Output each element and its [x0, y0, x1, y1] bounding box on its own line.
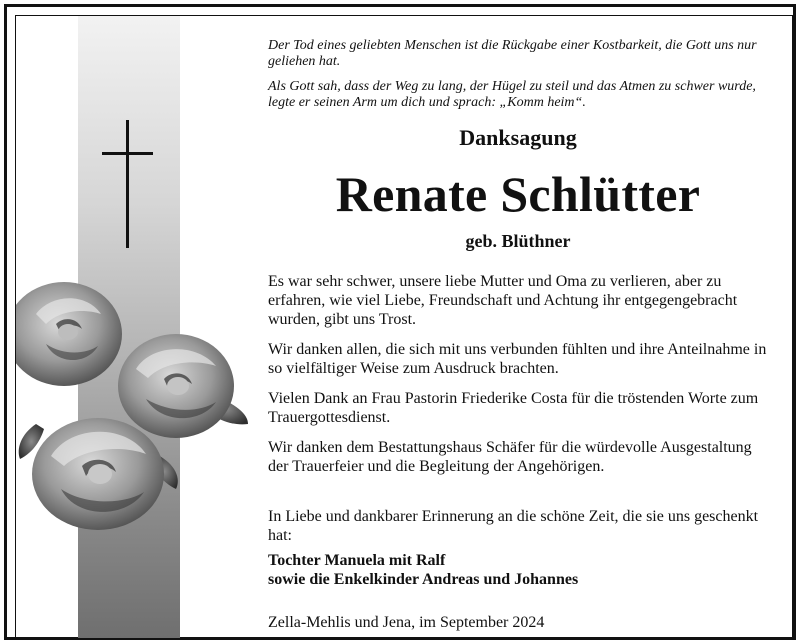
- closing-text: In Liebe und dankbarer Erinnerung an die schöne Zeit, die sie uns geschenkt hat:: [268, 508, 759, 544]
- quote-1: Der Tod eines geliebten Menschen ist die Rückgabe einer Kostbarkeit, die Gott uns nur geliehen hat.: [268, 38, 757, 69]
- rose-right: [118, 334, 234, 438]
- rose-top-left: [16, 282, 122, 386]
- paragraph-4: Wir danken dem Bestattungshaus Schäfer für die würdevolle Ausgestaltung der Trauerfeier und die Begleitung der Angehörigen.: [268, 439, 752, 475]
- paragraph-1: Es war sehr schwer, unsere liebe Mutter und Oma zu verlieren, aber zu erfahren, wie viel Liebe, Freundschaft und Achtung ihr entgegengebracht wurden, gibt uns Trost.: [268, 273, 738, 328]
- obituary-content: [268, 38, 768, 632]
- family-line-1: Tochter Manuela mit Ralf: [268, 552, 446, 569]
- quote-2: Als Gott sah, dass der Weg zu lang, der Hügel zu steil und das Atmen zu schwer wurde, legte er seinen Arm um dich und sprach: „Komm heim“.: [268, 79, 756, 110]
- place-date: Zella-Mehlis und Jena, im September 2024: [268, 614, 545, 631]
- family-line-2: sowie die Enkelkinder Andreas und Johannes: [268, 571, 579, 588]
- paragraph-3: Vielen Dank an Frau Pastorin Friederike Costa für die tröstenden Worte zum Trauergottesdienst.: [268, 390, 759, 426]
- heading-danksagung: Danksagung: [459, 125, 577, 150]
- paragraph-2: Wir danken allen, die sich mit uns verbunden fühlten und ihre Anteilnahme in so vielfältiger Weise zum Ausdruck brachten.: [268, 341, 767, 377]
- obituary-inner-border: [15, 15, 793, 639]
- birth-name: geb. Blüthner: [465, 231, 571, 251]
- cross-icon: [16, 16, 216, 266]
- obituary-frame: [4, 4, 796, 640]
- rose-bottom: [32, 418, 164, 530]
- deceased-name: Renate Schlütter: [335, 166, 701, 222]
- roses-image: [16, 274, 256, 536]
- thanks-paragraphs: [268, 272, 768, 476]
